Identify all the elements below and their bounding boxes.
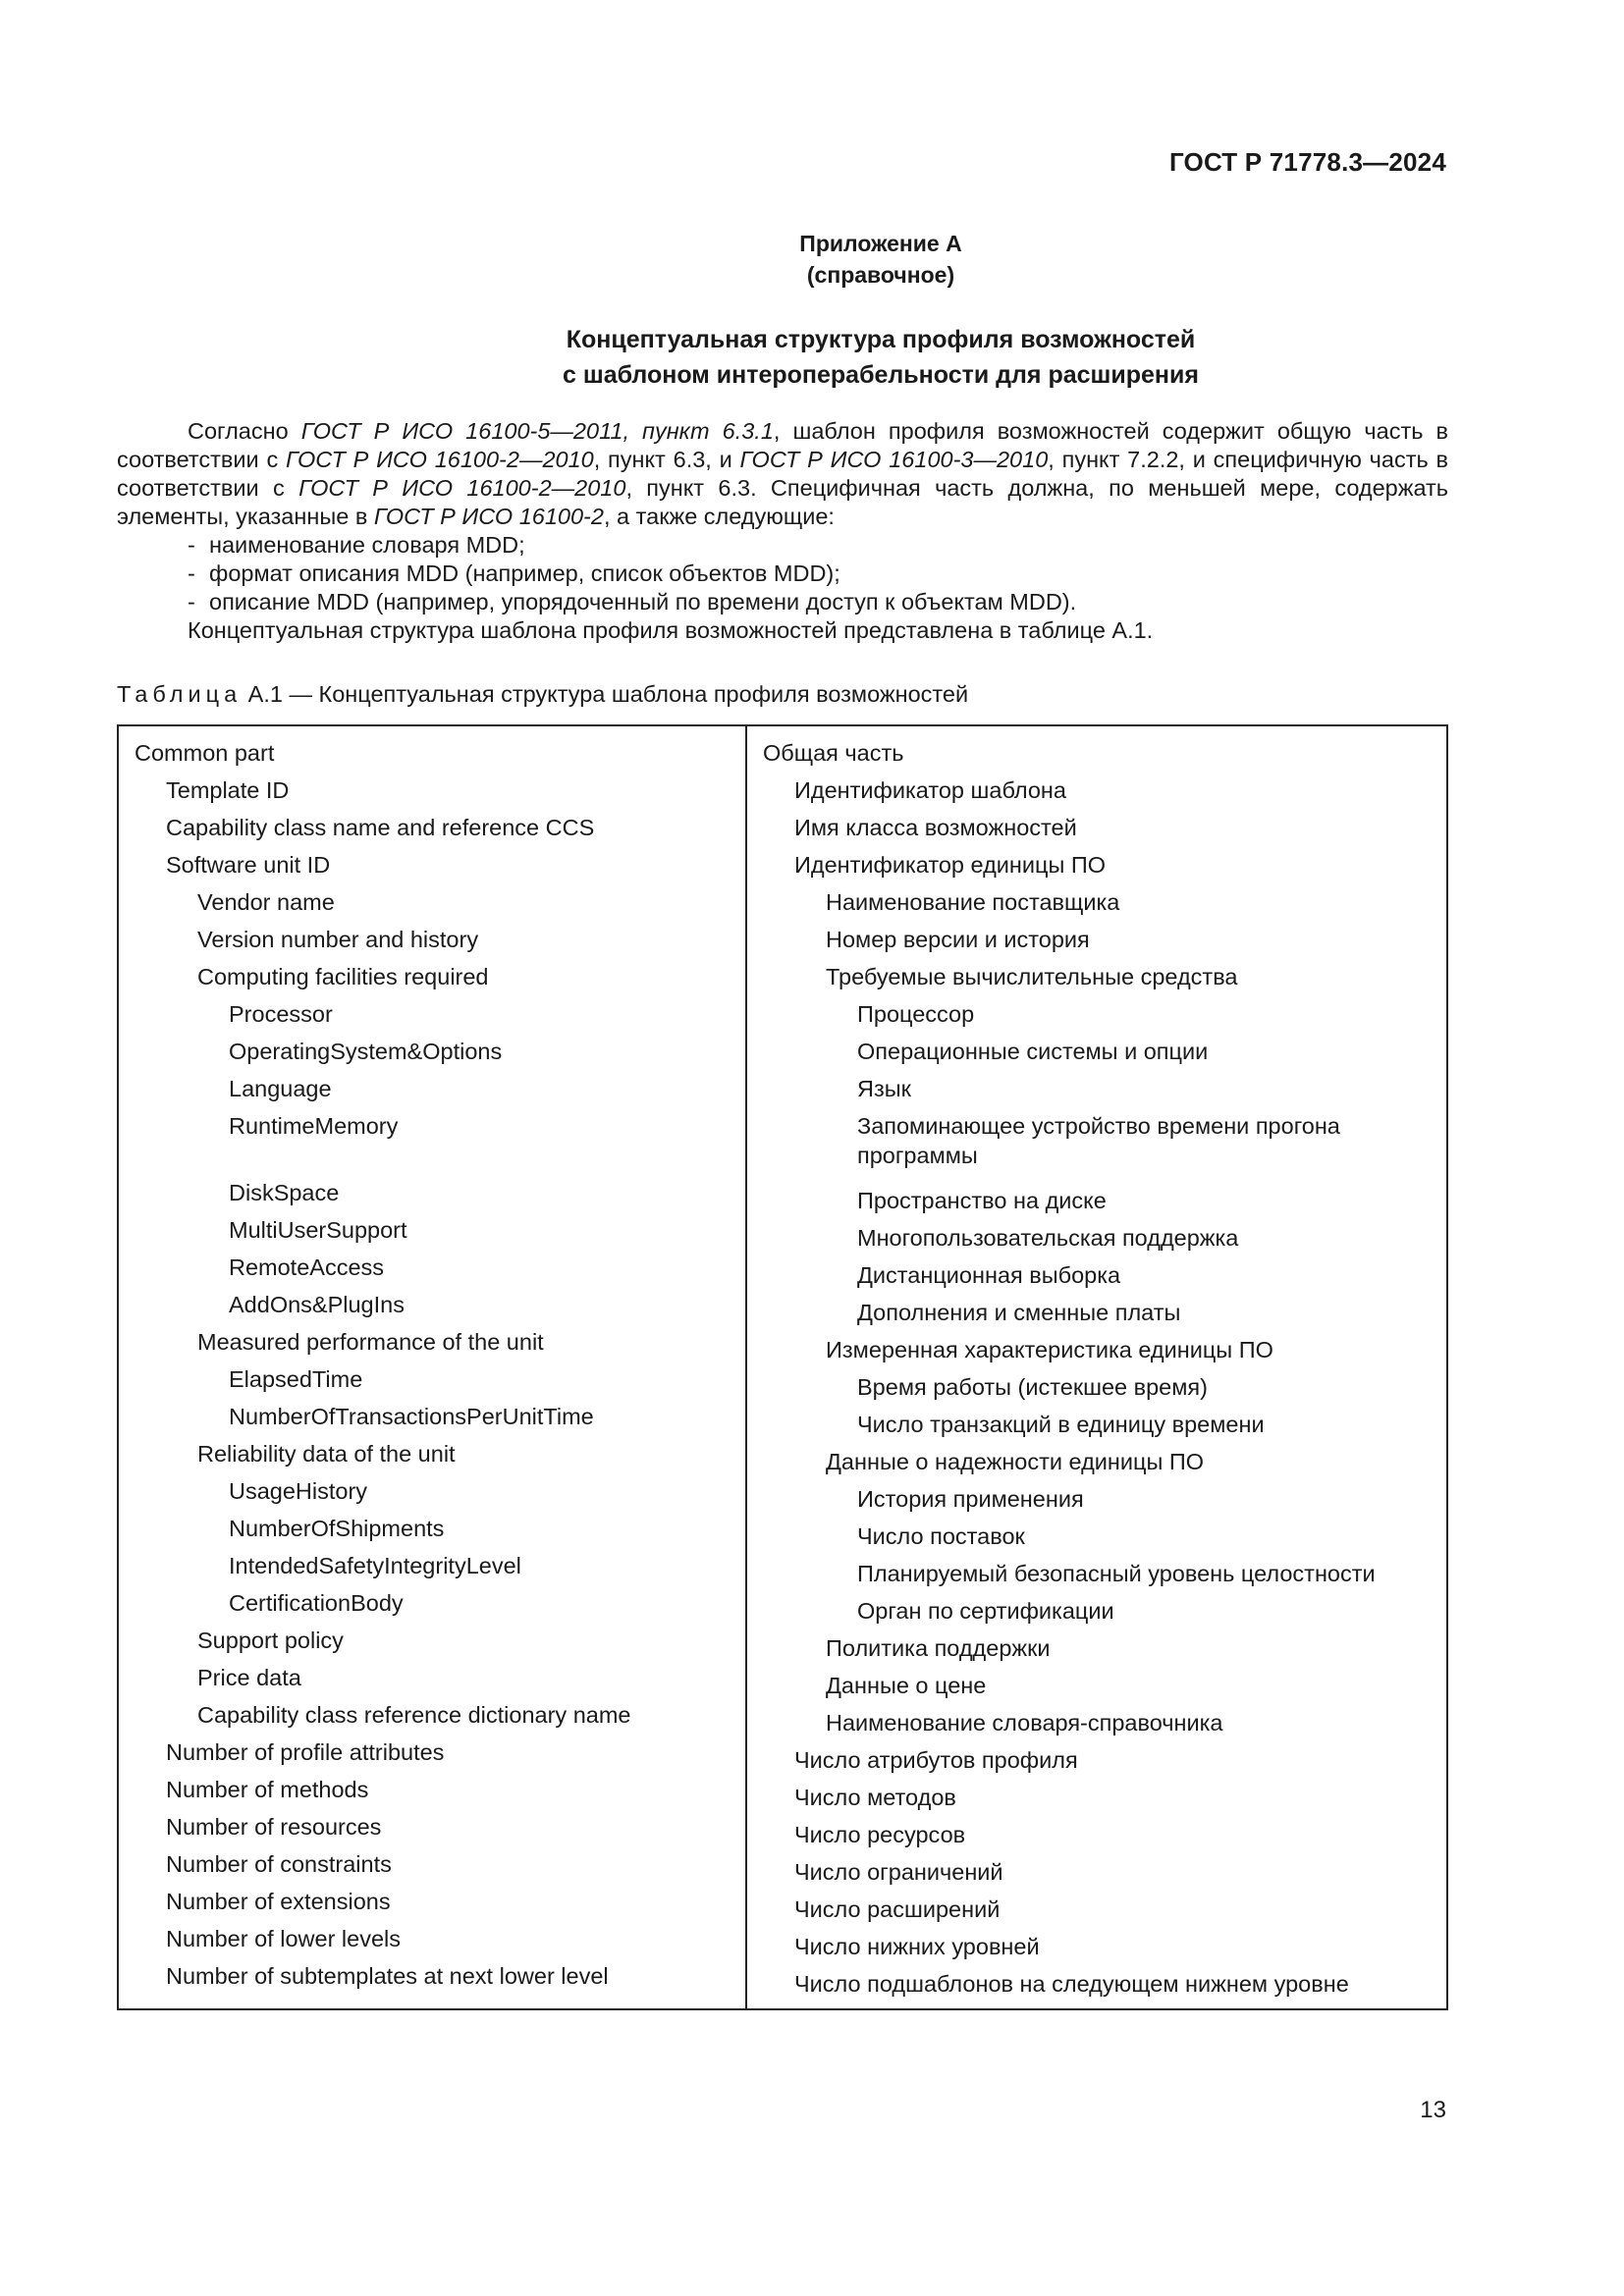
russian-column (746, 725, 1447, 2009)
table-cell-ru: Число методов (794, 1785, 956, 1810)
list-item (117, 588, 1448, 616)
table-row (118, 725, 1447, 2009)
table-cell-ru: Измеренная характеристика единицы ПО (826, 1337, 1273, 1362)
standard-reference: ГОСТ Р ИСО 16100-2—2010 (286, 447, 594, 472)
list-item-text: описание MDD (например, упорядоченный по времени доступ к объектам MDD). (209, 589, 1077, 614)
list-item-text: формат описания MDD (например, список объектов MDD); (209, 561, 840, 586)
text-run: , пункт 7.2.2, и специфичную часть в соответствии с (117, 447, 1449, 501)
text-run: Согласно (188, 418, 301, 444)
table-cell-ru: Многопользовательская поддержка (857, 1225, 1239, 1251)
table-cell-ru: Наименование словаря-справочника (826, 1710, 1223, 1735)
table-cell-en: RemoteAccess (229, 1255, 385, 1280)
table-cell-en: RuntimeMemory (229, 1113, 399, 1139)
table-cell-en: Number of subtemplates at next lower level (166, 1963, 609, 1989)
table-cell-en: Number of constraints (166, 1851, 392, 1877)
table-cell-en: Support policy (197, 1628, 344, 1653)
table-cell-en: Number of resources (166, 1814, 382, 1840)
title-line-1: Концептуальная структура профиля возможностей (566, 326, 1196, 353)
table-cell-ru: История применения (857, 1486, 1084, 1512)
table-cell-ru: Дополнения и сменные платы (857, 1300, 1181, 1325)
appendix-type: (справочное) (806, 262, 955, 288)
table-cell-ru: Идентификатор единицы ПО (794, 852, 1107, 878)
title-line-2: с шаблоном интероперабельности для расширения (563, 361, 1199, 389)
table-cell-en: ElapsedTime (229, 1366, 363, 1392)
text-run: , пункт 6.3. Специфичная часть должна, по меньшей мере, содержать элементы, указанные в (117, 475, 1449, 529)
table-caption (117, 681, 968, 708)
table-cell-ru: Номер версии и история (826, 927, 1090, 952)
table-cell-en: Number of extensions (166, 1889, 391, 1914)
table-cell-en: Price data (197, 1665, 301, 1690)
table-cell-en: Number of methods (166, 1777, 369, 1802)
document-code: ГОСТ Р 71778.3—2024 (1168, 147, 1446, 177)
table-cell-ru: Дистанционная выборка (857, 1262, 1121, 1288)
list-item (117, 560, 1448, 588)
table-cell-ru: Число расширений (794, 1896, 1001, 1922)
list-item-text: наименование словаря MDD; (209, 532, 525, 558)
table-cell-en: Version number and history (197, 927, 479, 952)
table-cell-ru: Процессор (857, 1001, 975, 1027)
table-cell-en: CertificationBody (229, 1590, 404, 1616)
list-dash: - (188, 532, 195, 558)
table-cell-ru: Число транзакций в единицу времени (857, 1412, 1265, 1437)
table-cell-ru: Наименование поставщика (826, 889, 1120, 915)
table-cell-ru: Требуемые вычислительные средства (826, 964, 1238, 989)
standard-reference: ГОСТ Р ИСО 16100-5—2011, пункт 6.3.1 (300, 418, 774, 444)
caption-label: Таблица (117, 681, 243, 707)
table-cell-en: Capability class name and reference CCS (166, 815, 595, 840)
table-cell-ru: Число поставок (857, 1523, 1025, 1549)
table-cell-ru: Число атрибутов профиля (794, 1747, 1078, 1773)
table-cell-en: AddOns&PlugIns (229, 1292, 405, 1317)
table-cell-ru: Число ограничений (794, 1859, 1003, 1885)
text-run: , а также следующие: (603, 504, 835, 529)
table-cell-en: Template ID (166, 777, 290, 803)
table-cell-ru: Время работы (истекшее время) (857, 1374, 1208, 1400)
table-cell-ru: Имя класса возможностей (794, 815, 1077, 840)
table-cell-ru: Язык (857, 1076, 911, 1101)
table-cell-ru: Число ресурсов (794, 1822, 966, 1847)
intro-paragraph (117, 417, 1448, 531)
standard-reference: ГОСТ Р ИСО 16100-2—2010 (298, 475, 626, 501)
table-cell-en: Processor (229, 1001, 333, 1027)
requirements-list (117, 531, 1448, 616)
body-text (117, 417, 1448, 645)
table-cell-en: Measured performance of the unit (197, 1329, 544, 1355)
table-cell-ru: Запоминающее устройство времени прогона программы (857, 1113, 1340, 1168)
table-cell-ru: Число нижних уровней (794, 1934, 1040, 1959)
table-cell-en: IntendedSafetyIntegrityLevel (229, 1553, 521, 1578)
table-cell-en: Capability class reference dictionary name (197, 1702, 631, 1728)
caption-text: А.1 — Концептуальная структура шаблона профиля возможностей (242, 681, 969, 707)
table-cell-ru: Общая часть (763, 740, 904, 766)
table-cell-ru: Идентификатор шаблона (794, 777, 1066, 803)
table-cell-en: DiskSpace (229, 1180, 340, 1205)
table-cell-en: Computing facilities required (197, 964, 489, 989)
table-cell-ru: Число подшаблонов на следующем нижнем уровне (794, 1971, 1349, 1997)
table-cell-en: Reliability data of the unit (197, 1441, 456, 1467)
table-cell-en: Software unit ID (166, 852, 331, 878)
table-cell-en: Number of lower levels (166, 1926, 402, 1951)
appendix-label: Приложение А (799, 231, 962, 256)
table-cell-en: NumberOfShipments (229, 1516, 445, 1541)
list-dash: - (188, 561, 195, 586)
list-dash: - (188, 589, 195, 614)
appendix-heading (0, 228, 1624, 291)
text-run: , пункт 6.3, и (593, 447, 740, 472)
list-item (117, 531, 1448, 560)
table-cell-en: MultiUserSupport (229, 1217, 407, 1243)
table-reference-paragraph: Концептуальная структура шаблона профиля возможностей представлена в таблице А.1. (188, 617, 1154, 643)
english-column (118, 725, 746, 2009)
table-cell-en: UsageHistory (229, 1478, 368, 1504)
table-cell-en: OperatingSystem&Options (229, 1039, 503, 1064)
page-number: 13 (1420, 2097, 1446, 2123)
page-title (0, 322, 1624, 393)
text-run: , шаблон профиля возможностей содержит общую часть в соответствии с (117, 418, 1448, 472)
table-cell-ru: Орган по сертификации (857, 1598, 1114, 1624)
table-cell-ru: Данные о надежности единицы ПО (826, 1449, 1205, 1474)
table-cell-ru: Политика поддержки (826, 1635, 1051, 1661)
table-cell-ru: Операционные системы и опции (857, 1039, 1209, 1064)
table-cell-en: NumberOfTransactionsPerUnitTime (229, 1404, 594, 1429)
table-cell-en: Number of profile attributes (166, 1739, 445, 1765)
capability-table (117, 724, 1448, 2010)
standard-reference: ГОСТ Р ИСО 16100-3—2010 (739, 447, 1049, 472)
table-cell-ru: Данные о цене (826, 1673, 987, 1698)
standard-reference: ГОСТ Р ИСО 16100-2 (373, 504, 604, 529)
table-cell-en: Language (229, 1076, 332, 1101)
table-cell-en: Common part (135, 740, 275, 766)
table-cell-ru: Пространство на диске (857, 1188, 1107, 1213)
table-cell-ru: Планируемый безопасный уровень целостности (857, 1561, 1376, 1586)
table-cell-en: Vendor name (197, 889, 335, 915)
